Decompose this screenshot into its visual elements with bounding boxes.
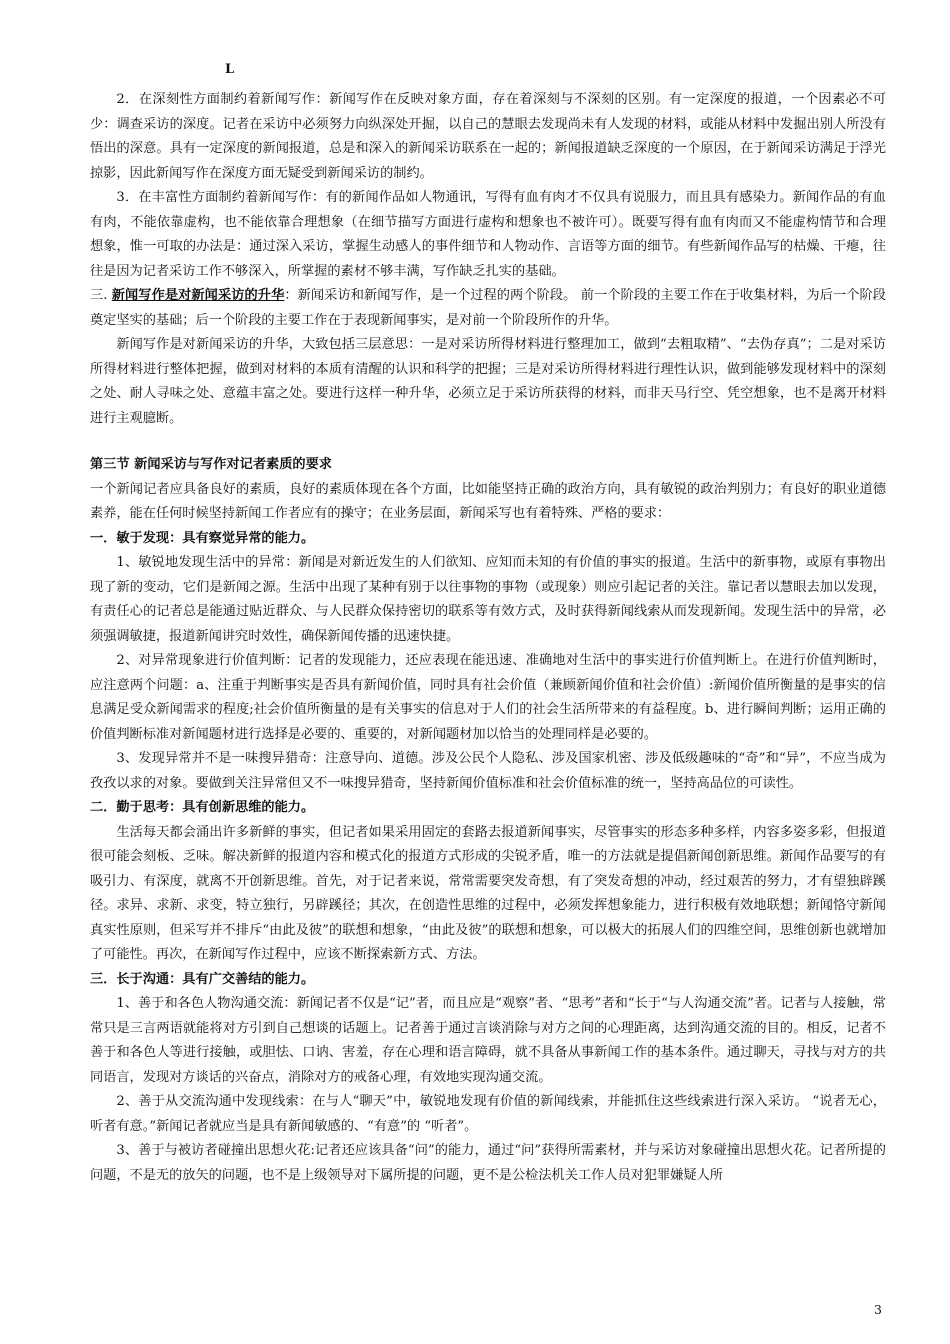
paragraph-section-three bbox=[90, 284, 886, 333]
section-three-title: 新闻写作是对新闻采访的升华 bbox=[111, 288, 285, 303]
heading-communication: 三．长于沟通：具有广交善结的能力。 bbox=[90, 971, 315, 987]
document-page bbox=[90, 60, 886, 1188]
paragraph-discovery-3: 3、发现异常并不是一味搜异猎奇：注意导向、道德。涉及公民个人隐私、涉及国家机密、涉及低级趣味的“奇”和“异”，不应当成为孜孜以求的对象。要做到关注异常但又不一味搜异猎奇，坚持新闻价值标准和社会价值标准的统一，坚持高品位的可读性。 bbox=[90, 751, 886, 791]
heading-discovery: 一．敏于发现：具有察觉异常的能力。 bbox=[90, 530, 315, 546]
heading-thinking: 二．勤于思考：具有创新思维的能力。 bbox=[90, 800, 315, 815]
section-three-prefix: 三. bbox=[90, 288, 112, 303]
spacer bbox=[90, 431, 886, 453]
section-heading: 第三节 新闻采访与写作对记者素质的要求 bbox=[90, 457, 332, 472]
paragraph-richness: 3．在丰富性方面制约着新闻写作：有的新闻作品如人物通讯，写得有血有肉才不仅具有说服力，而且具有感染力。新闻作品的有血有肉，不能依靠虚构，也不能依靠合理想象（在细节描写方面进行虚构和想象也不被许可）。既要写得有血有肉而又不能虚构情节和合理想象，惟一可取的办法是：通过深入采访，掌握生动感人的事件细节和人物动作、言语等方面的细节。有些新闻作品写的枯燥、干瘪，往往是因为记者采访工作不够深入，所掌握的素材不够丰满，写作缺乏扎实的基础。 bbox=[90, 190, 886, 279]
paragraph-sublimation: 新闻写作是对新闻采访的升华，大致包括三层意思：一是对采访所得材料进行整理加工，做到“去粗取精”、“去伪存真”；二是对采访所得材料进行整体把握，做到对材料的本质有清醒的认识和科学的把握；三是对采访所得材料进行理性认识，做到能够发现材料中的深刻之处、耐人寻味之处、意蕴丰富之处。要进行这样一种升华，必须立足于采访所获得的材料，而非天马行空、凭空想象，也不是离开材料进行主观臆断。 bbox=[90, 337, 886, 426]
paragraph-communication-2: 2、善于从交流沟通中发现线索：在与人“聊天”中，敏锐地发现有价值的新闻线索，并能抓住这些线索进行深入采访。 “说者无心，听者有意。”新闻记者就应当是具有新闻敏感的、“有意”的 “听者”。 bbox=[90, 1094, 886, 1134]
paragraph-depth: 2．在深刻性方面制约着新闻写作：新闻写作在反映对象方面，存在着深刻与不深刻的区别。有一定深度的报道，一个因素必不可少：调查采访的深度。记者在采访中必须努力向纵深处开掘，以自己的慧眼去发现尚未有人发现的材料，或能从材料中发掘出别人所没有悟出的深意。具有一定深度的新闻报道，总是和深入的新闻采访联系在一起的；新闻报道缺乏深度的一个原因，在于新闻采访满足于浮光掠影，因此新闻写作在深度方面无疑受到新闻采访的制约。 bbox=[90, 92, 886, 181]
top-mark: L bbox=[225, 62, 235, 77]
section-three-body: ：新闻采访和新闻写作，是一个过程的两个阶段。 前一个阶段的主要工作在于收集材料，为后一个阶段奠定坚实的基础；后一个阶段的主要工作在于表现新闻事实，是对前一个阶段所作的升华。 bbox=[90, 288, 886, 328]
page-number: 3 bbox=[874, 1302, 882, 1317]
paragraph-discovery-1: 1、敏锐地发现生活中的异常：新闻是对新近发生的人们欲知、应知而未知的有价值的事实的报道。生活中的新事物，或原有事物出现了新的变动，它们是新闻之源。生活中出现了某种有别于以往事物的事物（或现象）则应引起记者的关注。靠记者以慧眼去加以发现，有责任心的记者总是能通过贴近群众、与人民群众保持密切的联系等有效方式，及时获得新闻线索从而发现新闻。发现生活中的异常，必须强调敏捷，报道新闻讲究时效性，确保新闻传播的迅速快捷。 bbox=[90, 555, 886, 644]
paragraph-communication-3: 3、善于与被访者碰撞出思想火花:记者还应该具备“问”的能力，通过“问”获得所需素材，并与采访对象碰撞出思想火花。记者所提的问题，不是无的放矢的问题，也不是上级领导对下属所提的问题，更不是公检法机关工作人员对犯罪嫌疑人所 bbox=[90, 1143, 886, 1183]
paragraph-discovery-2: 2、对异常现象进行价值判断：记者的发现能力，还应表现在能迅速、准确地对生活中的事实进行价值判断上。在进行价值判断时，应注意两个问题：a、注重于判断事实是否具有新闻价值，同时具有社会价值（兼顾新闻价值和社会价值）:新闻价值所衡量的是事实的信息满足受众新闻需求的程度;社会价值所衡量的是有关事实的信息对于人们的社会生活所带来的有益程度。b、进行瞬间判断；运用正确的价值判断标准对新闻题材进行选择是必要的、重要的，对新闻题材加以恰当的处理同样是必要的。 bbox=[90, 653, 886, 742]
paragraph-intro: 一个新闻记者应具备良好的素质，良好的素质体现在各个方面，比如能坚持正确的政治方向，具有敏锐的政治判别力；有良好的职业道德素养，能在任何时候坚持新闻工作者应有的操守；在业务层面，新闻采写也有着特殊、严格的要求： bbox=[90, 481, 886, 521]
paragraph-communication-1: 1、善于和各色人物沟通交流：新闻记者不仅是“记”者，而且应是“观察”者、“思考”者和“长于“与人沟通交流”者。记者与人接触，常常只是三言两语就能将对方引到自己想谈的话题上。记者善于通过言谈消除与对方之间的心理距离，达到沟通交流的目的。相反，记者不善于和各色人等进行接触，或胆怯、口讷、害羞，存在心理和语言障碍，就不具备从事新闻工作的基本条件。通过聊天，寻找与对方的共同语言，发现对方谈话的兴奋点，消除对方的戒备心理，有效地实现沟通交流。 bbox=[90, 996, 886, 1085]
paragraph-thinking: 生活每天都会涌出许多新鲜的事实，但记者如果采用固定的套路去报道新闻事实，尽管事实的形态多种多样，内容多姿多彩，但报道很可能会刻板、乏味。解决新鲜的报道内容和模式化的报道方式形成的尖锐矛盾，唯一的方法就是提倡新闻创新思维。新闻作品要写的有吸引力、有深度，就离不开创新思维。首先，对于记者来说，常常需要突发奇想，有了突发奇想的冲动，经过艰苦的努力，才有望独辟蹊径。求异、求新、求变，特立独行，另辟蹊径；其次，在创造性思维的过程中，必须发挥想象能力，进行积极有效地联想；新闻恪守新闻真实性原则，但采写并不排斥“由此及彼”的联想和想象，“由此及彼”的联想和想象，可以极大的拓展人们的四维空间，思维创新也就增加了可能性。再次，在新闻写作过程中，应该不断探索新方式、方法。 bbox=[90, 824, 886, 962]
